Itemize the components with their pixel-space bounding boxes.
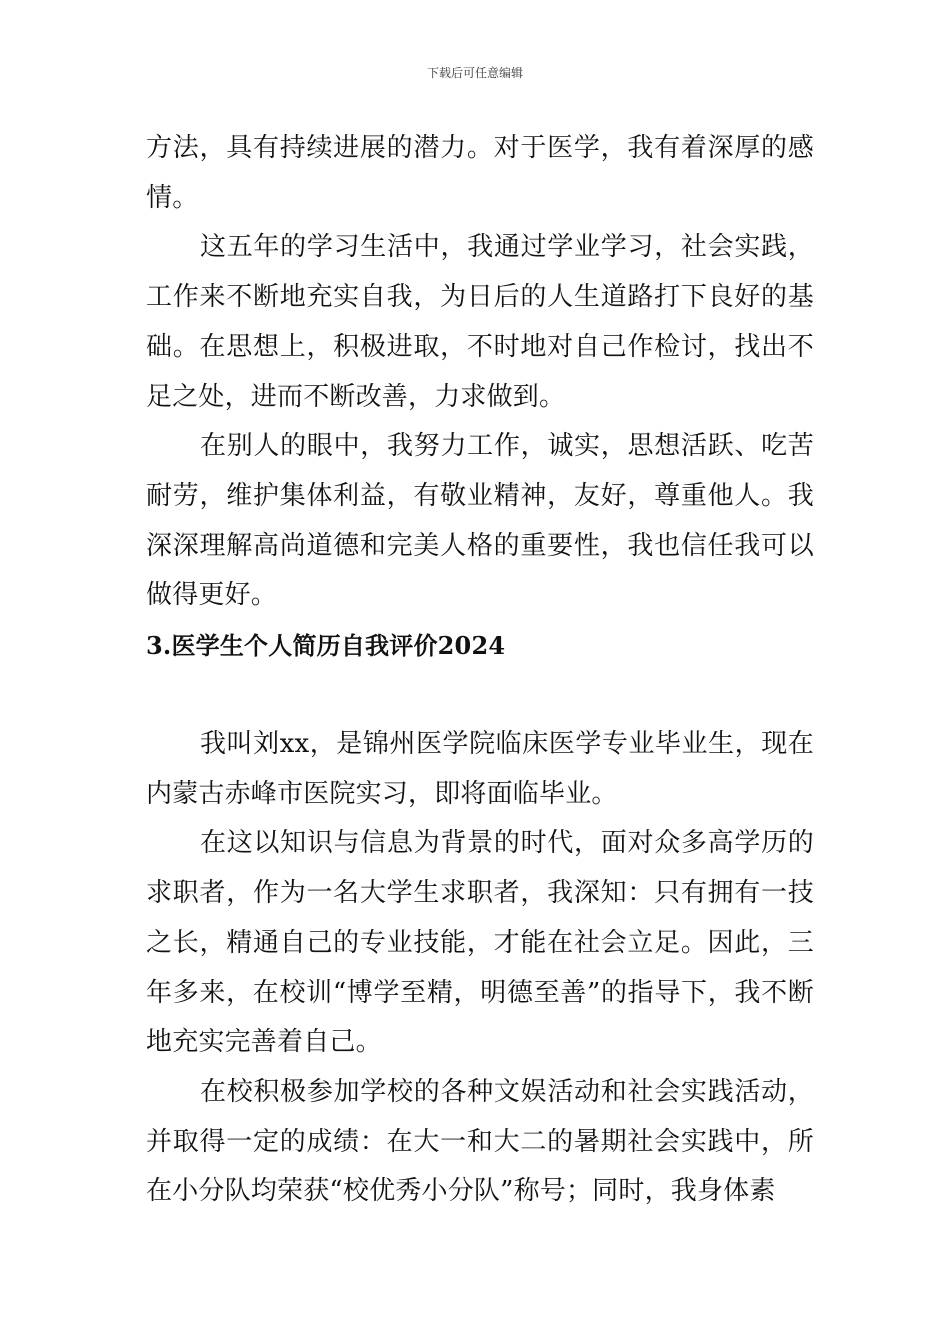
paragraph-2: 这五年的学习生活中，我通过学业学习，社会实践，工作来不断地充实自我，为日后的人生道路打下良好的基础。在思想上，积极进取，不时地对自己作检讨，找出不足之处，进而不断改善，力求做到。 — [146, 232, 814, 412]
document-body — [146, 124, 814, 1217]
paragraph-6: 在校积极参加学校的各种文娱活动和社会实践活动，并取得一定的成绩：在大一和大二的暑期社会实践中，所在小分队均荣获“校优秀小分队”称号；同时，我身体素 — [146, 1076, 814, 1207]
paragraph-3: 在别人的眼中，我努力工作，诚实，思想活跃、吃苦耐劳，维护集体利益，有敬业精神，友好，尊重他人。我深深理解高尚道德和完美人格的重要性，我也信任我可以做得更好。 — [146, 431, 814, 611]
paragraph-1: 方法，具有持续进展的潜力。对于医学，我有着深厚的感情。 — [146, 133, 814, 213]
paragraph-4: 我叫刘xx，是锦州医学院临床医学专业毕业生，现在内蒙古赤峰市医院实习，即将面临毕业。 — [146, 729, 814, 809]
section-heading: 3.医学生个人简历自我评价2024 — [146, 631, 506, 661]
page-header: 下载后可任意编辑 — [426, 66, 523, 80]
paragraph-5: 在这以知识与信息为背景的时代，面对众多高学历的求职者，作为一名大学生求职者，我深知：只有拥有一技之长，精通自己的专业技能，才能在社会立足。因此，三年多来，在校训“博学至精，明德至善”的指导下，我不断地充实完善着自己。 — [146, 828, 814, 1058]
